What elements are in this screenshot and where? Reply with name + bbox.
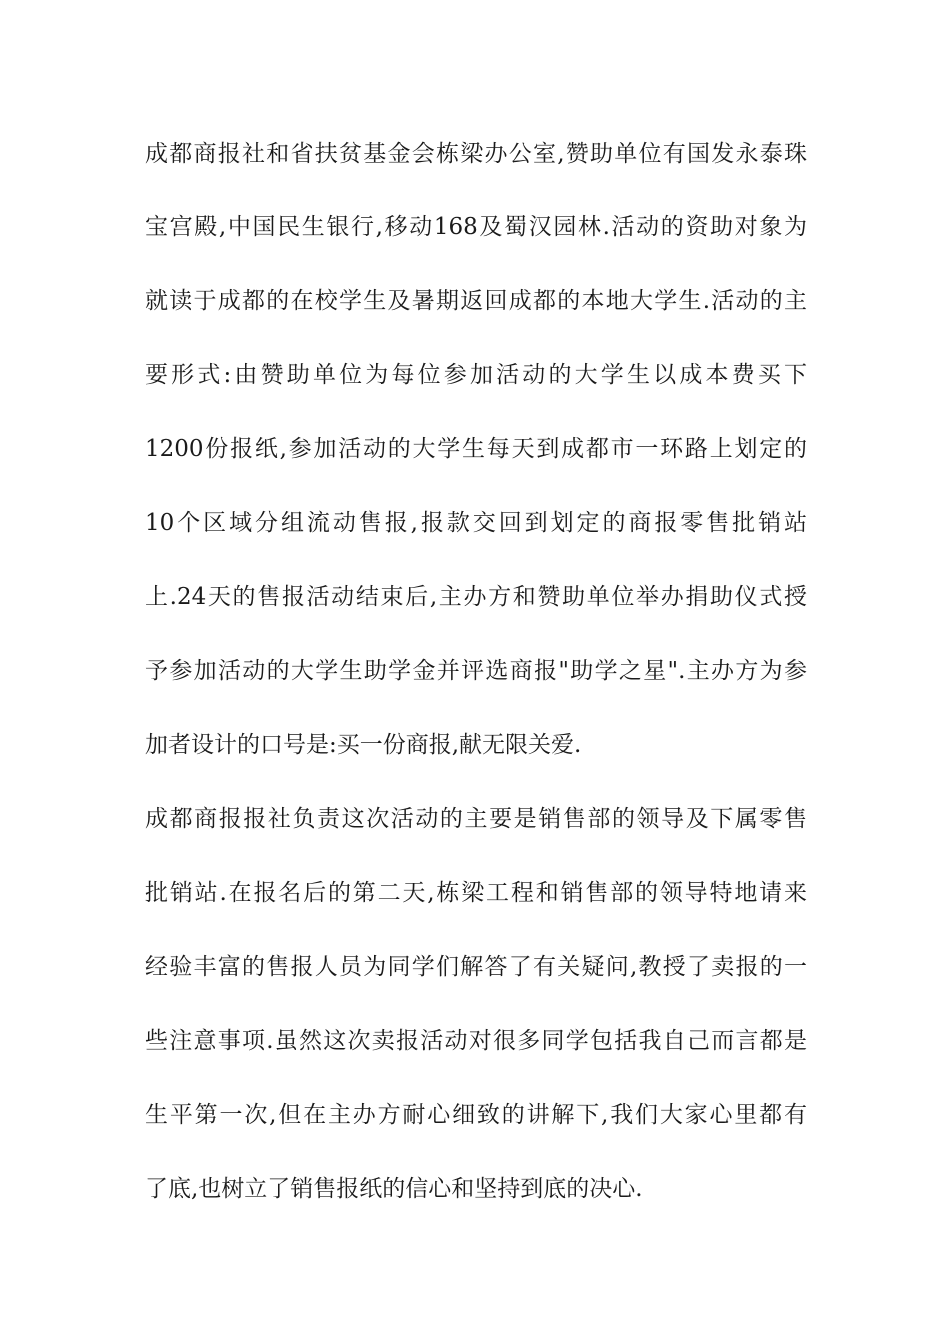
text-line: 1200份报纸,参加活动的大学生每天到成都市一环路上划定的 <box>145 436 807 462</box>
text-line: 上.24天的售报活动结束后,主办方和赞助单位举办捐助仪式授 <box>145 584 807 610</box>
text-line: 批销站.在报名后的第二天,栋梁工程和销售部的领导特地请来 <box>145 880 807 906</box>
text-line: 成都商报报社负责这次活动的主要是销售部的领导及下属零售 <box>145 806 807 832</box>
text-line: 予参加活动的大学生助学金并评选商报"助学之星".主办方为参 <box>145 658 807 684</box>
text-line: 经验丰富的售报人员为同学们解答了有关疑问,教授了卖报的一 <box>145 954 807 980</box>
text-line: 些注意事项.虽然这次卖报活动对很多同学包括我自己而言都是 <box>145 1028 807 1054</box>
text-line: 10个区域分组流动售报,报款交回到划定的商报零售批销站 <box>145 510 807 536</box>
text-line: 要形式:由赞助单位为每位参加活动的大学生以成本费买下 <box>145 362 807 388</box>
text-line: 了底,也树立了销售报纸的信心和坚持到底的决心. <box>145 1176 643 1202</box>
text-line: 就读于成都的在校学生及暑期返回成都的本地大学生.活动的主 <box>145 288 807 314</box>
text-line: 宝宫殿,中国民生银行,移动168及蜀汉园林.活动的资助对象为 <box>145 214 807 240</box>
text-line: 加者设计的口号是:买一份商报,献无限关爱. <box>145 732 582 758</box>
text-line: 生平第一次,但在主办方耐心细致的讲解下,我们大家心里都有 <box>145 1102 807 1128</box>
text-line: 成都商报社和省扶贫基金会栋梁办公室,赞助单位有国发永泰珠 <box>145 141 807 167</box>
